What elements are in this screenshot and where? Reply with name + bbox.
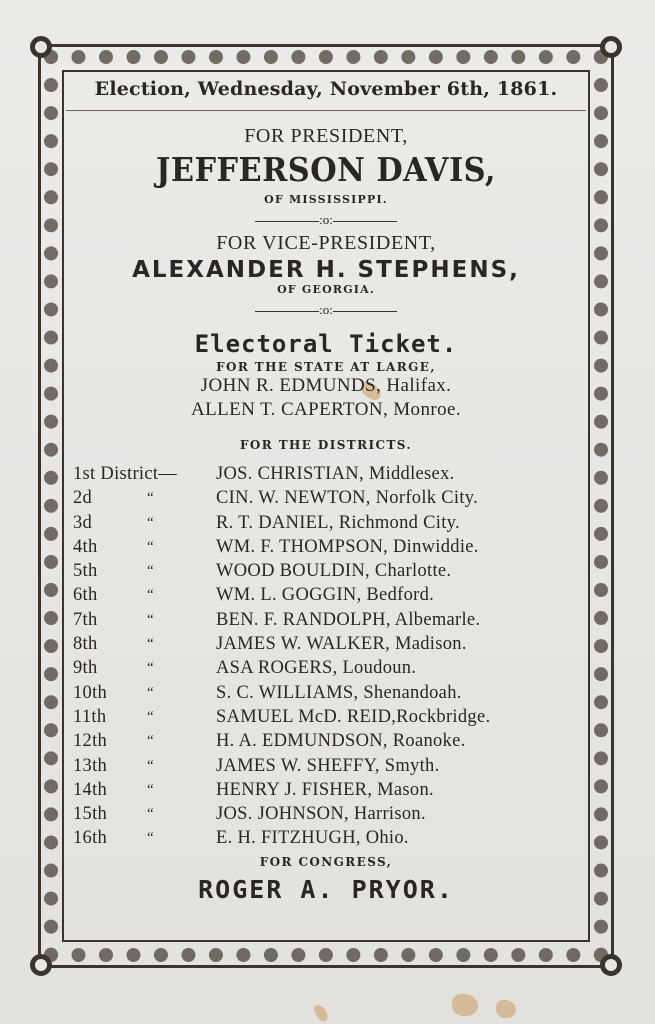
frame-corner-ornament xyxy=(30,954,52,976)
district-row xyxy=(66,535,586,559)
ditto-mark: “ xyxy=(147,806,154,823)
district-row xyxy=(66,486,586,510)
frame-corner-ornament xyxy=(30,36,52,58)
district-row xyxy=(66,656,586,680)
electoral-ticket-heading: Electoral Ticket. xyxy=(194,330,458,358)
district-number: 5th xyxy=(73,561,98,582)
district-elector-name: WOOD BOULDIN, Charlotte. xyxy=(216,561,452,582)
paper-stain xyxy=(452,994,478,1016)
state-at-large-heading: FOR THE STATE AT LARGE, xyxy=(216,360,436,374)
divider-rule xyxy=(333,311,397,312)
district-row xyxy=(66,681,586,705)
district-row xyxy=(66,462,586,486)
district-elector-name: E. H. FITZHUGH, Ohio. xyxy=(216,828,409,849)
ditto-mark: “ xyxy=(147,636,154,653)
district-number: 9th xyxy=(73,658,98,679)
ditto-mark: “ xyxy=(147,781,154,798)
divider-rule xyxy=(255,221,319,222)
districts-heading: FOR THE DISTRICTS. xyxy=(239,438,412,452)
district-row xyxy=(66,802,586,826)
paper-stain xyxy=(312,1003,330,1024)
district-number: 15th xyxy=(73,804,108,825)
divider-rule xyxy=(333,221,397,222)
district-row xyxy=(66,729,586,753)
district-row xyxy=(66,511,586,535)
ditto-mark: “ xyxy=(147,733,154,750)
ditto-mark: “ xyxy=(147,538,154,555)
district-elector-name: S. C. WILLIAMS, Shenandoah. xyxy=(216,682,462,703)
ditto-mark: “ xyxy=(147,660,154,677)
district-elector-name: BEN. F. RANDOLPH, Albemarle. xyxy=(216,609,481,630)
frame-corner-ornament xyxy=(600,954,622,976)
paper-stain xyxy=(496,1000,516,1018)
district-elector-name: HENRY J. FISHER, Mason. xyxy=(216,779,434,800)
congress-heading: FOR CONGRESS, xyxy=(259,854,393,869)
district-number: 13th xyxy=(73,755,108,776)
district-elector-name: JAMES W. WALKER, Madison. xyxy=(216,634,467,655)
section-divider xyxy=(66,302,586,318)
district-row xyxy=(66,778,586,802)
district-number: 6th xyxy=(73,585,98,606)
district-row xyxy=(66,632,586,656)
ditto-mark: “ xyxy=(147,587,154,604)
district-elector-name: CIN. W. NEWTON, Norfolk City. xyxy=(216,488,479,509)
district-row xyxy=(66,559,586,583)
ditto-mark: “ xyxy=(147,490,154,507)
at-large-elector: ALLEN T. CAPERTON, Monroe. xyxy=(191,399,461,420)
divider-rule xyxy=(255,311,319,312)
congress-candidate-name: ROGER A. PRYOR. xyxy=(198,874,454,904)
vice-president-candidate-state: OF GEORGIA. xyxy=(277,283,375,296)
district-row xyxy=(66,754,586,778)
ditto-mark: “ xyxy=(147,611,154,628)
election-date-heading: Election, Wednesday, November 6th, 1861. xyxy=(66,78,586,111)
divider-ornament: :o: xyxy=(319,212,333,227)
district-number: 8th xyxy=(73,634,98,655)
district-elector-name: ASA ROGERS, Loudoun. xyxy=(216,658,417,679)
vice-president-office-label: FOR VICE-PRESIDENT, xyxy=(216,232,436,254)
ballot-content xyxy=(66,74,586,904)
frame-corner-ornament xyxy=(600,36,622,58)
district-number: 10th xyxy=(73,682,108,703)
district-row xyxy=(66,583,586,607)
district-row xyxy=(66,608,586,632)
ditto-mark: “ xyxy=(147,830,154,847)
section-divider xyxy=(66,212,586,228)
district-elector-name: JOS. CHRISTIAN, Middlesex. xyxy=(216,464,455,484)
ditto-mark: “ xyxy=(147,757,154,774)
district-elector-name: SAMUEL McD. REID,Rockbridge. xyxy=(216,706,491,727)
district-number: 12th xyxy=(73,731,108,752)
at-large-elector: JOHN R. EDMUNDS, Halifax. xyxy=(200,375,452,396)
ditto-mark: “ xyxy=(147,563,154,580)
district-number: 4th xyxy=(73,536,98,557)
president-candidate-state: OF MISSISSIPPI. xyxy=(264,193,388,206)
district-elector-name: WM. L. GOGGIN, Bedford. xyxy=(216,585,435,606)
district-elector-name: JAMES W. SHEFFY, Smyth. xyxy=(216,755,440,776)
ditto-mark: “ xyxy=(147,708,154,725)
district-number: 2d xyxy=(73,488,93,509)
vice-president-candidate-name: ALEXANDER H. STEPHENS, xyxy=(132,257,520,283)
divider-ornament: :o: xyxy=(319,302,333,317)
district-elector-name: JOS. JOHNSON, Harrison. xyxy=(216,804,426,825)
ditto-mark: “ xyxy=(147,684,154,701)
district-number: 1st District— xyxy=(73,464,178,484)
district-number: 16th xyxy=(73,828,108,849)
district-number: 7th xyxy=(73,609,98,630)
district-elector-name: H. A. EDMUNDSON, Roanoke. xyxy=(216,731,466,752)
district-row xyxy=(66,826,586,850)
district-number: 14th xyxy=(73,779,108,800)
district-elector-name: R. T. DANIEL, Richmond City. xyxy=(216,512,460,533)
district-row xyxy=(66,705,586,729)
district-electors-list xyxy=(66,462,586,851)
district-elector-name: WM. F. THOMPSON, Dinwiddie. xyxy=(216,536,479,557)
district-number: 3d xyxy=(73,512,93,533)
president-office-label: FOR PRESIDENT, xyxy=(244,125,408,147)
president-candidate-name: JEFFERSON DAVIS, xyxy=(156,150,496,189)
district-number: 11th xyxy=(73,706,107,727)
ditto-mark: “ xyxy=(147,514,154,531)
